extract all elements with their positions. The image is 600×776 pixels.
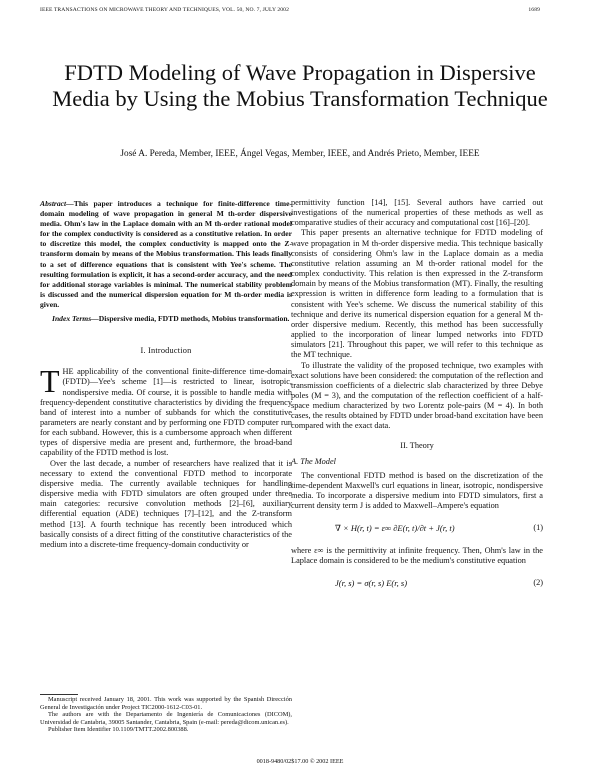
equation-2-number: (2) <box>533 577 543 587</box>
section-heading-theory: II. Theory <box>400 440 434 450</box>
abstract-text: This paper introduces a technique for finite-difference time-domain modeling of wave propagation in general M th-order dispersive media. Ohm's law in the Laplace domain with an M th-order rational model for the complex conductivity is considered as a constitutive relation. In order to discretize this model, the complex conductivity is mapped onto the Z-transform domain by means of the Mobius transformation. This leads finally to a set of difference equations that is consistent with Yee's scheme. The resulting formulation is explicit, it has a second-order accuracy, and the need for additional storage variables is minimal. The numerical stability problem is discussed and the numerical dispersion equation for M th-order media is given. <box>40 199 292 309</box>
equation-1-number: (1) <box>533 523 543 533</box>
copyright-line: 0018-9480/02$17.00 © 2002 IEEE <box>256 758 344 765</box>
equation-2 <box>291 572 543 594</box>
right-paragraph-1: permittivity function [14], [15]. Several authors have carried out investigations of the numerical properties of these methods as well as comparative studies of their accuracy and computational cost [16]–[20]. <box>291 198 543 228</box>
index-terms-label: Index Terms— <box>52 314 99 324</box>
equation-2-expression: J(r, s) = σ(r, s) E(r, s) <box>335 577 408 588</box>
left-column <box>40 199 292 550</box>
index-terms <box>40 314 292 324</box>
right-paragraph-2: This paper presents an alternative technique for FDTD modeling of wave propagation in M th-order dispersive media. This technique basically consists of considering Ohm's law in the Laplace domain as a media constitutive relation assuming an M th-order rational model for the complex conductivity. This relation is then expressed in the Z-transform domain by means of the Mobius transformation (MT). Finally, the resulting expression is written in difference form leading to a formulation that is consistent with Yee's scheme. We discuss the numerical stability of this technique and derive its numerical dispersion equation for a general M th-order dispersive medium. Recently, this method has been successfully applied to the incorporation of linear lumped networks into FDTD simulators [21]. Throughout this paper, we will refer to this technique as the MT technique. <box>291 228 543 360</box>
right-column <box>291 198 543 600</box>
drop-cap: T <box>40 363 60 400</box>
footnote-publisher-id: Publisher Item Identifier 10.1109/TMTT.2002.800388. <box>48 726 189 734</box>
equation-1 <box>291 518 543 540</box>
right-paragraph-3: To illustrate the validity of the proposed technique, two examples with exact solutions have been considered: the computation of the reflection and transmission coefficients of a dielectric slab characterized by three Debye poles (M = 3), and the computation of the reflection coefficient of a half-space medium characterized by two Lorentz pole-pairs (M = 4). In both cases, the results obtained by FDTD under broad-band excitation have been compared with the exact data. <box>291 360 543 431</box>
abstract <box>40 199 292 310</box>
index-terms-text: Dispersive media, FDTD methods, Mobius transformation. <box>98 314 290 324</box>
footnote-affiliation: The authors are with the Departamento de Ingeniería de Comunicaciones (DICOM), Universidad de Cantabria, 39005 Santander, Cantabria, Spain (e-mail: pereda@dicom.unican.es). <box>40 711 292 726</box>
intro-paragraph-2: Over the last decade, a number of researchers have realized that it is necessary to extend the conventional FDTD method to incorporate dispersive media. The currently available techniques for handling dispersive media with FDTD simulators are often grouped under three main categories: recursive convolution methods [2]–[6], auxiliary differential equation (ADE) techniques [7]–[12], and the Z-transform method [13]. A fourth technique has recently been introduced which basically consists of a direct fitting of the constitutive characteristics of the medium into a discrete-time frequency-domain conductivity or <box>40 458 292 549</box>
author-list: José A. Pereda, Member, IEEE, Ángel Vegas, Member, IEEE, and Andrés Prieto, Member, IEEE <box>120 149 480 159</box>
abstract-label: Abstract— <box>40 199 74 208</box>
page-number: 1689 <box>528 7 540 13</box>
intro-paragraph-1 <box>40 363 292 458</box>
right-paragraph-4: The conventional FDTD method is based on the discretization of the time-dependent Maxwell's curl equations in linear, isotropic, nondispersive media. To incorporate a dispersive medium into FDTD simulators, first a current density term J is added to Maxwell–Ampere's equation <box>291 470 543 511</box>
equation-1-expression: ∇ × H(r, t) = ε∞ ∂E(r, t)/∂t + J(r, t) <box>335 523 455 534</box>
right-paragraph-5: where ε∞ is the permittivity at infinite frequency. Then, Ohm's law in the Laplace domain is considered to be the medium's constitutive equation <box>291 545 543 565</box>
journal-name: IEEE TRANSACTIONS ON MICROWAVE THEORY AND TECHNIQUES, VOL. 50, NO. 7, JULY 2002 <box>40 7 289 13</box>
paper-title: FDTD Modeling of Wave Propagation in Dispersive Media by Using the Mobius Transformation Technique <box>52 60 548 111</box>
footnotes <box>40 696 292 734</box>
running-header <box>40 7 540 13</box>
intro-paragraph-1-text: HE applicability of the conventional finite-difference time-domain (FDTD)—Yee's scheme [1]—is restricted to linear, isotropic, nondispersive media. Of course, it is possible to handle media with frequency-dependent constitutive characteristics by dividing the frequency band of interest into a number of subbands for which the constitutive parameters are nearly constant and by performing one FDTD computer run for each subband. However, this is a cumbersome approach when different types of dispersive media are present and, furthermore, the broad-band capability of the FDTD method is lost. <box>40 367 292 458</box>
subsection-heading-model: A. The Model <box>291 456 336 466</box>
footnote-manuscript: Manuscript received January 18, 2001. This work was supported by the Spanish Dirección General de Investigación under Project TIC2000-1612-C03-01. <box>40 696 292 711</box>
footnote-rule <box>40 694 78 695</box>
section-heading-intro: I. Introduction <box>140 346 192 356</box>
